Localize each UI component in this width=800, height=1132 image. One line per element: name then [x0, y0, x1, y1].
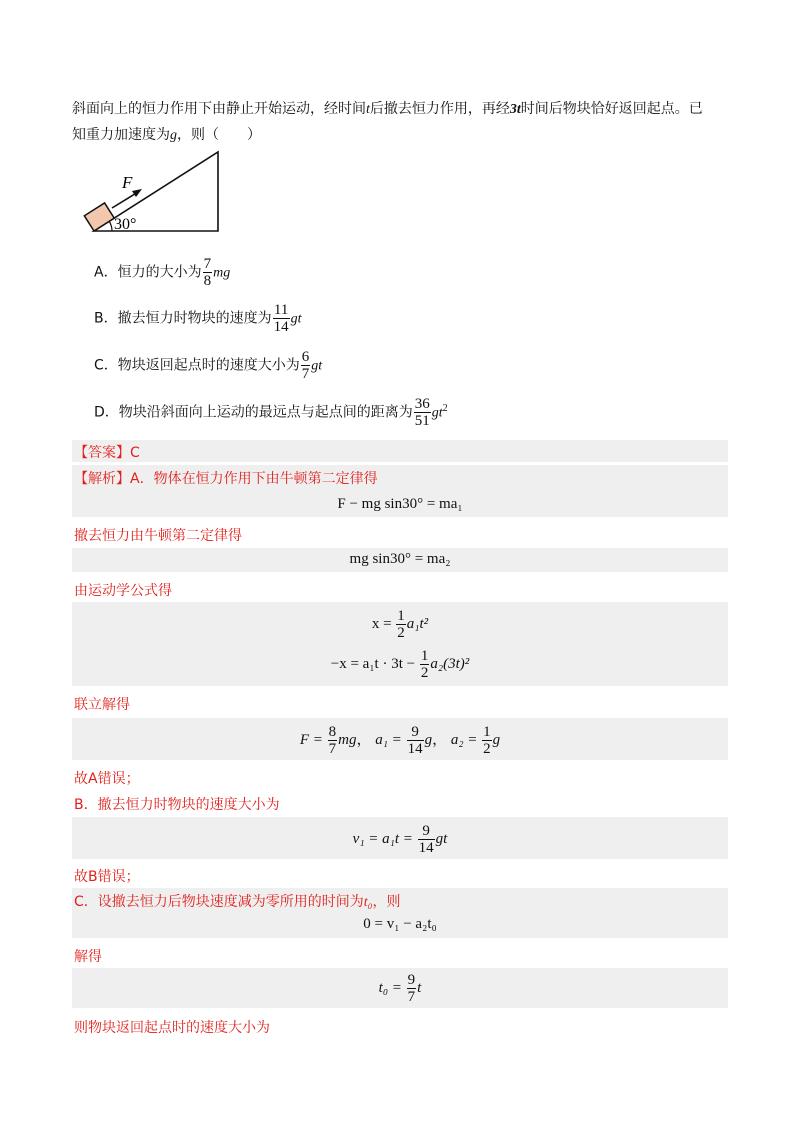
- equation-3: x = $\frac{1}{2}$ a₁t²: [371, 608, 429, 641]
- option-c[interactable]: C．物块返回起点时的速度大小为 $\frac{6}{7}$ gt: [94, 349, 323, 382]
- analysis-text-4: 联立解得: [74, 697, 130, 713]
- question-line-2: 知重力加速度为g，则（ ）: [72, 127, 261, 143]
- question-line-1: 斜面向上的恒力作用下由静止开始运动，经时间t后撤去恒力作用，再经3t时间后物块恰好返回起点。已: [72, 101, 703, 117]
- analysis-text-10: 则物块返回起点时的速度大小为: [74, 1020, 270, 1036]
- angle-arc: [109, 221, 112, 231]
- analysis-label: 【解析】A．物体在恒力作用下由牛顿第二定律得: [74, 471, 378, 487]
- incline-figure: [72, 148, 232, 240]
- answer-label: 【答案】C: [74, 445, 140, 461]
- analysis-text-3: 由运动学公式得: [74, 583, 172, 599]
- option-b[interactable]: B．撤去恒力时物块的速度为 $\frac{11}{14}$ gt: [94, 302, 302, 335]
- force-label: F: [122, 173, 133, 192]
- analysis-text-9: 解得: [74, 949, 102, 965]
- option-a[interactable]: A．恒力的大小为 $\frac{7}{8}$ mg: [94, 256, 231, 289]
- block: [84, 203, 114, 231]
- answer-band: [72, 440, 728, 462]
- equation-9: t₀ = $\frac{9}{7}$ t: [378, 972, 422, 1005]
- equation-2: mg sin30° = ma₂: [349, 551, 451, 567]
- equation-5: F = $\frac{8}{7}$ mg， a₁ = $\frac{9}{14}$ g， a₂ = $\frac{1}{2}$ g: [299, 724, 501, 757]
- analysis-text-7: 故B错误；: [74, 869, 140, 885]
- analysis-text-6: B．撤去恒力时物块的速度大小为: [74, 797, 280, 813]
- analysis-text-5: 故A错误；: [74, 771, 140, 787]
- equation-8: 0 = v₁ − a₂t₀: [363, 916, 437, 932]
- analysis-text-8: C．设撤去恒力后物块速度减为零所用的时间为t₀，则: [74, 894, 401, 910]
- equation-4: −x = a₁t · 3t − $\frac{1}{2}$ a₂(3t)²: [330, 648, 470, 681]
- option-d[interactable]: D．物块沿斜面向上运动的最远点与起点间的距离为 $\frac{36}{51}$ $gt^2$: [94, 396, 448, 430]
- analysis-text-2: 撤去恒力由牛顿第二定律得: [74, 528, 242, 544]
- equation-1: F − mg sin30° = ma₁: [337, 496, 463, 512]
- angle-label: 30°: [114, 216, 137, 233]
- equation-6: v₁ = a₁t = $\frac{9}{14}$ gt: [352, 823, 448, 856]
